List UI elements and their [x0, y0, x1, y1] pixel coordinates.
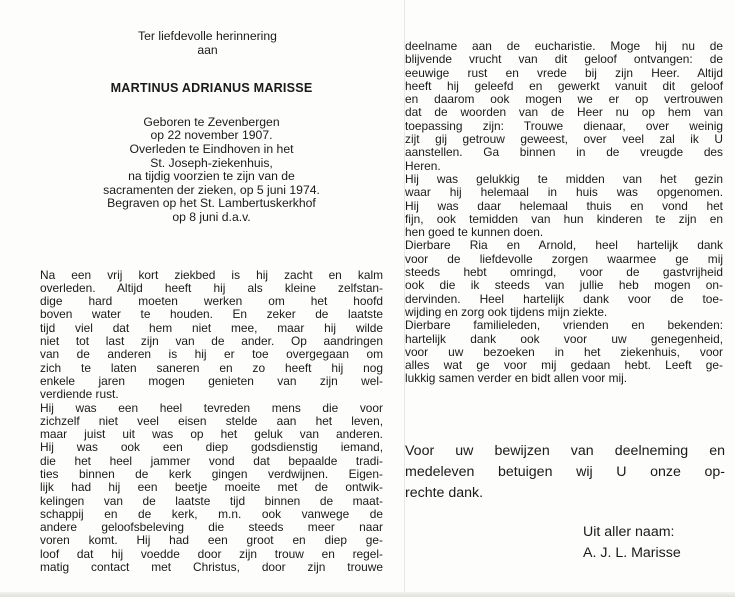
dedication-line: Ter liefdevolle herinnering — [138, 29, 277, 43]
signature-name: A. J. L. Marisse — [583, 544, 681, 561]
text-line: hen goed te kunnen doen. — [405, 225, 544, 240]
text-line: dervinden. Heel hartelijk dank voor de toe- — [405, 291, 723, 306]
paragraph-4 — [405, 173, 723, 239]
text-line: sacramenten der zieken, op 5 juni 1974. — [103, 182, 320, 197]
text-line: rechte dank. — [405, 484, 484, 501]
text-line: matig contact met Christus, door zijn trouwe — [40, 560, 383, 575]
text-line: waar hij helemaal in huis was opgenomen. — [405, 185, 723, 200]
text-line: na tijdig voorzien te zijn van de — [128, 169, 295, 184]
text-line: blijvende vrucht van dit geloof ontvangen: de — [405, 52, 723, 67]
dedication — [40, 30, 383, 57]
text-line: op 8 juni d.a.v. — [172, 209, 251, 224]
text-line: Hij was ook een diep godsdienstig iemand, — [40, 440, 383, 455]
text-line: Hij was gelukkig te midden van het gezin — [405, 171, 723, 186]
text-line: ties binnen de kerk gingen verdwijnen. Eigen- — [40, 466, 383, 481]
text-line: voor de liefdevolle zorgen waarmee ge mij — [405, 251, 723, 266]
text-line: St. Joseph-ziekenhuis, — [150, 155, 273, 170]
thanks-text — [405, 441, 725, 503]
text-line: deelname aan de eucharistie. Moge hij nu de — [405, 39, 723, 53]
text-line: Voor uw bewijzen van deelneming en — [405, 443, 725, 459]
dedication-line: aan — [197, 42, 218, 57]
text-line: maar juist uit was op het geluk van anderen. — [40, 427, 383, 442]
text-line: alles wat ge voor mij gedaan hebt. Leeft ge- — [405, 358, 723, 373]
text-line: overleden. Altijd heeft hij als kleine zelfstan- — [40, 280, 383, 295]
text-line: eeuwige rust en vrede bij zijn Heer. Altijd — [405, 65, 723, 80]
text-line: Na een vrij kort ziekbed is hij zacht en kalm — [40, 267, 383, 282]
text-line: verdiende rust. — [40, 387, 119, 402]
text-line: van de anderen is hij er toe overgegaan om — [40, 347, 383, 362]
paragraph-1 — [40, 269, 383, 402]
text-line: heeft hij geleefd en gewerkt vanuit dit geloof — [405, 78, 723, 93]
text-line: andere geloofsbeleving die steeds meer naar — [40, 520, 383, 535]
text-line: tijd viel dat hem niet mee, maar hij wilde — [40, 320, 383, 335]
text-line: dige hard moeten werken om het hoofd — [40, 294, 383, 309]
signature-block — [583, 522, 681, 564]
text-line: wijding en zorg ook tijdens mijn ziekte. — [405, 304, 608, 319]
text-line: Geboren te Zevenbergen — [143, 114, 280, 129]
text-line: boven water te houden. En zeker de laatste — [40, 307, 383, 322]
text-line: hartelijk dank ook voor uw genegenheid, — [405, 331, 723, 346]
left-page — [40, 30, 383, 574]
right-page — [405, 40, 723, 386]
text-line: Begraven op het St. Lambertuskerkhof — [107, 196, 316, 211]
text-line: Heren. — [405, 158, 441, 173]
text-line: fijn, ook temidden van hun kinderen te zijn en — [405, 211, 723, 226]
text-line: voren komt. Hij had een groot en diep ge- — [40, 533, 383, 548]
text-line: Dierbare familieleden, vrienden en bekenden: — [405, 318, 723, 333]
text-line: niet tot last zijn van de ander. Op aandringen — [40, 334, 383, 349]
text-line: lukkig samen verder en bidt allen voor mij. — [405, 371, 628, 386]
text-line: loof dat hij voedde door zijn trouw en regel- — [40, 546, 383, 561]
paragraph-2 — [40, 402, 383, 575]
text-line: toepassing zijn: Trouwe dienaar, over weinig — [405, 118, 723, 133]
text-line: op 22 november 1907. — [150, 128, 273, 143]
text-line: Hij was een heel tevreden mens die voor — [40, 400, 383, 415]
signature-line: Uit aller naam: — [583, 524, 675, 540]
text-line: voor uw bezoeken in het ziekenhuis, voor — [405, 344, 723, 359]
text-line: kelingen van de laatste tijd binnen de maat- — [40, 493, 383, 508]
paragraph-6 — [405, 319, 723, 385]
deceased-name: MARTINUS ADRIANUS MARISSE — [110, 81, 313, 96]
text-line: schappij en de kerk, m.n. ook vanwege de — [40, 506, 383, 521]
text-line: en daarom ook mogen we er op vertrouwen — [405, 92, 723, 107]
text-line: dat de woorden van de Heer nu op hem van — [405, 105, 723, 120]
text-line: zich te laten saneren en zo heeft hij nog — [40, 360, 383, 375]
card-bottom-edge — [0, 592, 735, 597]
text-line: Dierbare Ria en Arnold, heel hartelijk dank — [405, 238, 723, 253]
text-line: ook die ik steeds van jullie heb mogen on- — [405, 278, 723, 293]
text-line: lijk had hij een beetje moeite met de ontwik- — [40, 480, 383, 495]
paragraph-5 — [405, 239, 723, 319]
text-line: die het heel jammer vond dat bepaalde tradi- — [40, 453, 383, 468]
text-line: enkele jaren mogen genieten van zijn wel- — [40, 373, 383, 388]
text-line: Overleden te Eindhoven in het — [129, 141, 294, 156]
text-line: zichzelf niet veel eisen stelde aan het leven, — [40, 413, 383, 428]
life-details — [40, 116, 383, 225]
text-line: zijt gij getrouw geweest, over veel zal ik U — [405, 132, 723, 147]
text-line: medeleven betuigen wij U onze op- — [405, 463, 725, 480]
text-line: aanstellen. Ga binnen in de vreugde des — [405, 145, 723, 160]
text-line: steeds hebt omringd, voor de gastvrijheid — [405, 265, 723, 280]
paragraph-3 — [405, 40, 723, 173]
text-line: Hij was daar helemaal thuis en vond het — [405, 198, 723, 213]
